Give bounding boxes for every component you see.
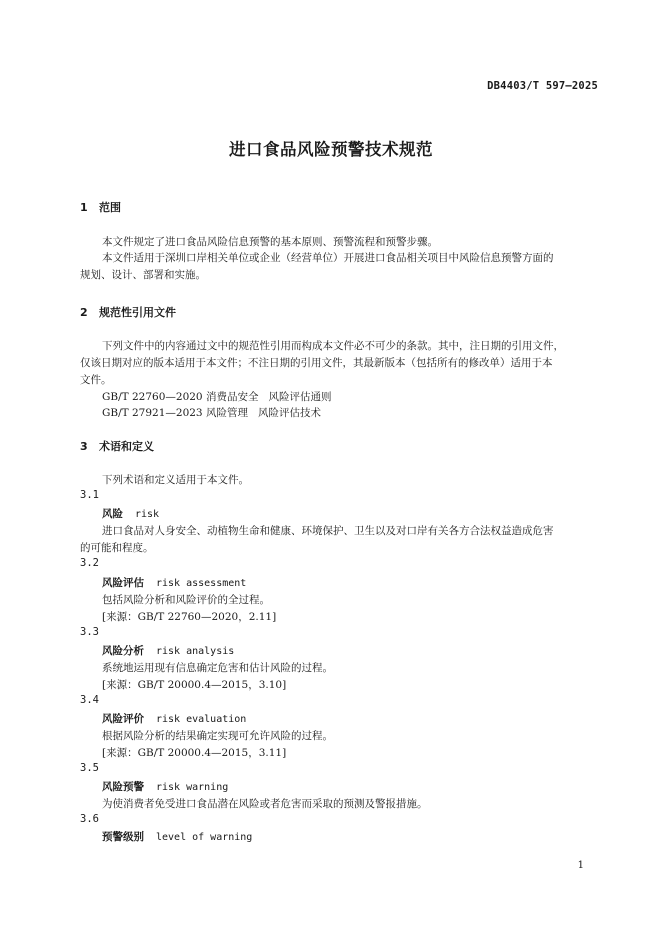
term-source: [来源：GB/T 22760—2020，2.11] bbox=[102, 611, 277, 623]
reference-title-part-2: 风险评估通则 bbox=[268, 391, 332, 403]
section-3-heading bbox=[80, 438, 154, 454]
term-number: 3.1 bbox=[80, 489, 99, 501]
section-number: 3 bbox=[80, 440, 88, 453]
term-number: 3.3 bbox=[80, 626, 99, 638]
reference-item bbox=[102, 405, 321, 420]
section-3-intro: 下列术语和定义适用于本文件。 bbox=[102, 474, 249, 486]
term-heading bbox=[102, 779, 228, 794]
reference-item bbox=[102, 389, 332, 404]
section-2-paragraph-line-1: 下列文件中的内容通过文中的规范性引用而构成本文件必不可少的条款。其中，注日期的引用文件， bbox=[102, 340, 564, 352]
section-title: 术语和定义 bbox=[99, 440, 154, 453]
term-number: 3.2 bbox=[80, 557, 99, 569]
term-number: 3.5 bbox=[80, 762, 99, 774]
term-source: [来源：GB/T 20000.4—2015，3.10] bbox=[102, 679, 287, 691]
section-1-paragraph-2-line-1: 本文件适用于深圳口岸相关单位或企业（经营单位）开展进口食品相关项目中风险信息预警方面的 bbox=[102, 252, 554, 264]
section-2-paragraph-line-2: 仅该日期对应的版本适用于本文件；不注日期的引用文件，其最新版本（包括所有的修改单）适用于本 bbox=[80, 357, 553, 369]
reference-title-part-1: 风险管理 bbox=[206, 407, 248, 419]
document-title: 进口食品风险预警技术规范 bbox=[229, 140, 433, 159]
term-en: risk evaluation bbox=[156, 714, 247, 725]
reference-code: GB/T 22760—2020 bbox=[102, 391, 203, 403]
term-en: risk bbox=[135, 509, 160, 520]
term-heading bbox=[102, 575, 246, 590]
term-definition: 系统地运用现有信息确定危害和估计风险的过程。 bbox=[102, 662, 333, 674]
page-number: 1 bbox=[577, 860, 584, 871]
section-title: 规范性引用文件 bbox=[99, 306, 176, 319]
term-number: 3.4 bbox=[80, 694, 99, 706]
term-heading bbox=[102, 643, 234, 658]
term-heading bbox=[102, 506, 159, 521]
term-heading bbox=[102, 829, 252, 844]
section-2-paragraph-line-3: 文件。 bbox=[80, 374, 112, 386]
term-en: level of warning bbox=[156, 832, 253, 843]
term-definition: 为使消费者免受进口食品潜在风险或者危害而采取的预测及警报措施。 bbox=[102, 798, 428, 810]
term-zh: 风险预警 bbox=[102, 781, 144, 793]
term-en: risk assessment bbox=[156, 578, 247, 589]
reference-title-part-1: 消费品安全 bbox=[206, 391, 259, 403]
section-1-paragraph-2-line-2: 规划、设计、部署和实施。 bbox=[80, 269, 206, 281]
term-zh: 预警级别 bbox=[102, 831, 144, 843]
term-definition: 根据风险分析的结果确定实现可允许风险的过程。 bbox=[102, 730, 333, 742]
term-number: 3.6 bbox=[80, 813, 99, 825]
term-zh: 风险评估 bbox=[102, 577, 144, 589]
term-zh: 风险分析 bbox=[102, 645, 144, 657]
standard-code: DB4403/T 597—2025 bbox=[487, 80, 598, 92]
section-title: 范围 bbox=[99, 201, 121, 214]
term-definition-line-2: 的可能和程度。 bbox=[80, 542, 154, 554]
term-source: [来源：GB/T 20000.4—2015，3.11] bbox=[102, 747, 287, 759]
term-en: risk analysis bbox=[156, 646, 235, 657]
term-definition: 包括风险分析和风险评价的全过程。 bbox=[102, 594, 270, 606]
reference-code: GB/T 27921—2023 bbox=[102, 407, 203, 419]
term-zh: 风险评价 bbox=[102, 713, 144, 725]
term-definition-line-1: 进口食品对人身安全、动植物生命和健康、环境保护、卫生以及对口岸有关各方合法权益造成危害 bbox=[102, 525, 554, 537]
section-1-heading bbox=[80, 199, 121, 215]
term-zh: 风险 bbox=[102, 508, 123, 520]
section-2-heading bbox=[80, 304, 176, 320]
term-heading bbox=[102, 711, 246, 726]
reference-title-part-2: 风险评估技术 bbox=[258, 407, 321, 419]
term-en: risk warning bbox=[156, 782, 229, 793]
section-number: 2 bbox=[80, 306, 88, 319]
section-number: 1 bbox=[80, 201, 88, 214]
section-1-paragraph-1: 本文件规定了进口食品风险信息预警的基本原则、预警流程和预警步骤。 bbox=[102, 236, 438, 248]
